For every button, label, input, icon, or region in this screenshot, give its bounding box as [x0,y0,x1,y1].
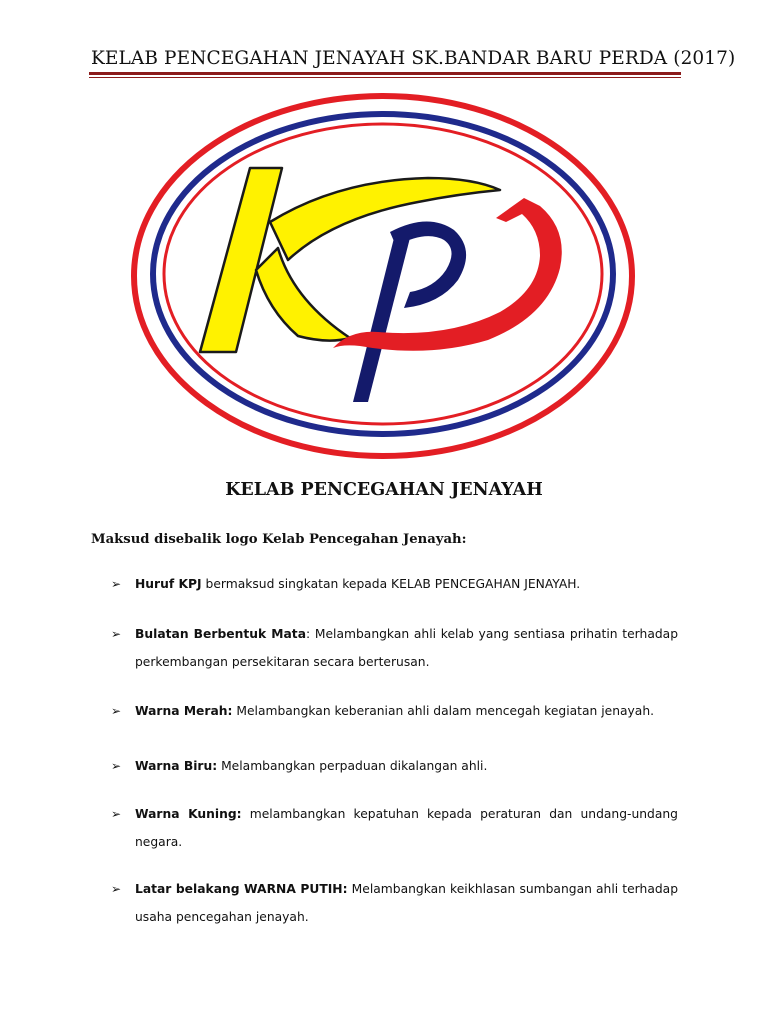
arrow-bullet-icon: ➢ [111,759,122,773]
logo-letter-p-stem [353,230,412,402]
item-desc: bermaksud singkatan kepada KELAB PENCEGAHAN JENAYAH. [201,577,581,591]
list-item [111,620,678,676]
arrow-bullet-icon: ➢ [111,627,122,641]
list-item [111,697,678,725]
arrow-bullet-icon: ➢ [111,704,122,718]
arrow-bullet-icon: ➢ [111,882,122,896]
item-term: Warna Biru: [135,759,218,773]
header-rule-thin [89,77,681,78]
item-desc: Melambangkan keikhlasan sumbangan ahli terhadap usaha pencegahan jenayah. [135,882,678,924]
header-rule-thick [89,72,681,75]
list-item [111,752,678,780]
item-term: Warna Merah: [135,704,233,718]
logo-letter-k-arm [270,178,500,260]
item-desc: melambangkan kepatuhan kepada peraturan dan undang-undang negara. [135,807,678,849]
list-item [111,570,678,598]
logo-letter-k-leg [256,248,350,341]
intro-text: Maksud disebalik logo Kelab Pencegahan Jenayah: [91,532,467,547]
arrow-bullet-icon: ➢ [111,577,122,591]
item-term: Huruf KPJ [135,577,202,591]
section-title: KELAB PENCEGAHAN JENAYAH [225,480,543,500]
page-header: KELAB PENCEGAHAN JENAYAH SK.BANDAR BARU PERDA (2017) [91,48,736,69]
list-item [111,800,678,856]
item-term: Latar belakang WARNA PUTIH: [135,882,348,896]
arrow-bullet-icon: ➢ [111,807,122,821]
item-term: Bulatan Berbentuk Mata [135,627,306,641]
kpj-logo [128,90,638,462]
item-desc: : Melambangkan ahli kelab yang sentiasa prihatin terhadap perkembangan persekitaran secara berterusan. [135,627,678,669]
item-desc: Melambangkan perpaduan dikalangan ahli. [217,759,488,773]
list-item [111,875,678,931]
item-term: Warna Kuning: [135,807,242,821]
item-desc: Melambangkan keberanian ahli dalam mencegah kegiatan jenayah. [232,704,655,718]
